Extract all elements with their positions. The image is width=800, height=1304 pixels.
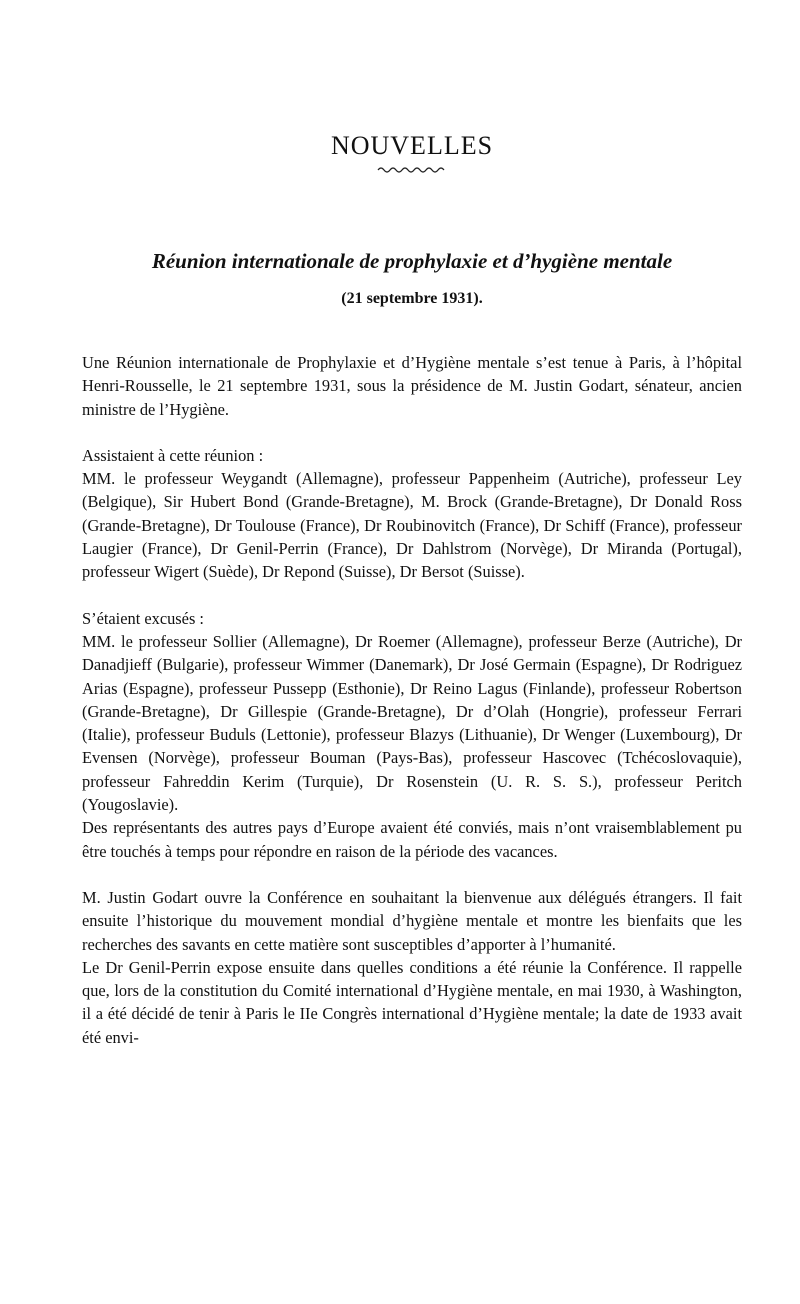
paragraph-excused-list: MM. le professeur Sollier (Allemagne), Dr Roemer (Allemagne), professeur Berze (Autriche), Dr Danadjieff (Bulgarie), professeur Wimmer (Danemark), Dr José Germain (Espagne), Dr Rodriguez Arias (Espagne), professeur Pussepp (Esthonie), Dr Reino Lagus (Finlande), professeur Robertson (Grande-Bretagne), Dr Gillespie (Grande-Bretagne), Dr d’Olah (Hongrie), professeur Ferrari (Italie), professeur Buduls (Lettonie), professeur Blazys (Lithuanie), Dr Wenger (Luxembourg), Dr Evensen (Norvège), professeur Bouman (Pays-Bas), professeur Hascovec (Tchécoslovaquie), professeur Fahreddin Kerim (Turquie), Dr Rosenstein (U. R. S. S.), professeur Peritch (Yougoslavie). [82,631,742,815]
article-body [82,351,742,1049]
paragraph-attendees-heading: Assistaient à cette réunion : [82,445,264,465]
page-title: NOUVELLES [330,131,494,161]
paragraph-genil-perrin: Le Dr Genil-Perrin expose ensuite dans quelles conditions a été réunie la Conférence. Il rappelle que, lors de la constitution du Comité international d’Hygiène mentale, en mai 1930, à Washington, il a été décidé de tenir à Paris le IIe Congrès international d’Hygiène mentale; la date de 1933 avait été envi- [82,957,742,1047]
paragraph-intro: Une Réunion internationale de Prophylaxie et d’Hygiène mentale s’est tenue à Paris, à l’hôpital Henri-Rousselle, le 21 septembre 1931, sous la présidence de M. Justin Godart, sénateur, ancien ministre de l’Hygiène. [82,353,742,419]
article-date: (21 septembre 1931). [341,290,483,307]
article-subtitle: Réunion internationale de prophylaxie et d’hygiène mentale [151,249,673,273]
ornament-divider [82,162,742,174]
paragraph-excused-heading: S’étaient excusés : [82,608,204,628]
paragraph-representatives: Des représentants des autres pays d’Europe avaient été conviés, mais n’ont vraisemblablement pu être touchés à temps pour répondre en raison de la période des vacances. [82,818,742,861]
paragraph-opening: M. Justin Godart ouvre la Conférence en souhaitant la bienvenue aux délégués étrangers. Il fait ensuite l’historique du mouvement mondial d’hygiène mentale et montre les bienfaits que les recherches des savants en cette matière sont susceptibles d’apporter à l’humanité. [82,887,742,954]
paragraph-attendees-list: MM. le professeur Weygandt (Allemagne), professeur Pappenheim (Autriche), professeur Ley (Belgique), Sir Hubert Bond (Grande-Bretagne), M. Brock (Grande-Bretagne), Dr Donald Ross (Grande-Bretagne), Dr Toulouse (France), Dr Roubinovitch (France), Dr Schiff (France), professeur Laugier (France), Dr Genil-Perrin (France), Dr Dahlstrom (Norvège), Dr Miranda (Portugal), professeur Wigert (Suède), Dr Repond (Suisse), Dr Bersot (Suisse). [82,469,742,582]
